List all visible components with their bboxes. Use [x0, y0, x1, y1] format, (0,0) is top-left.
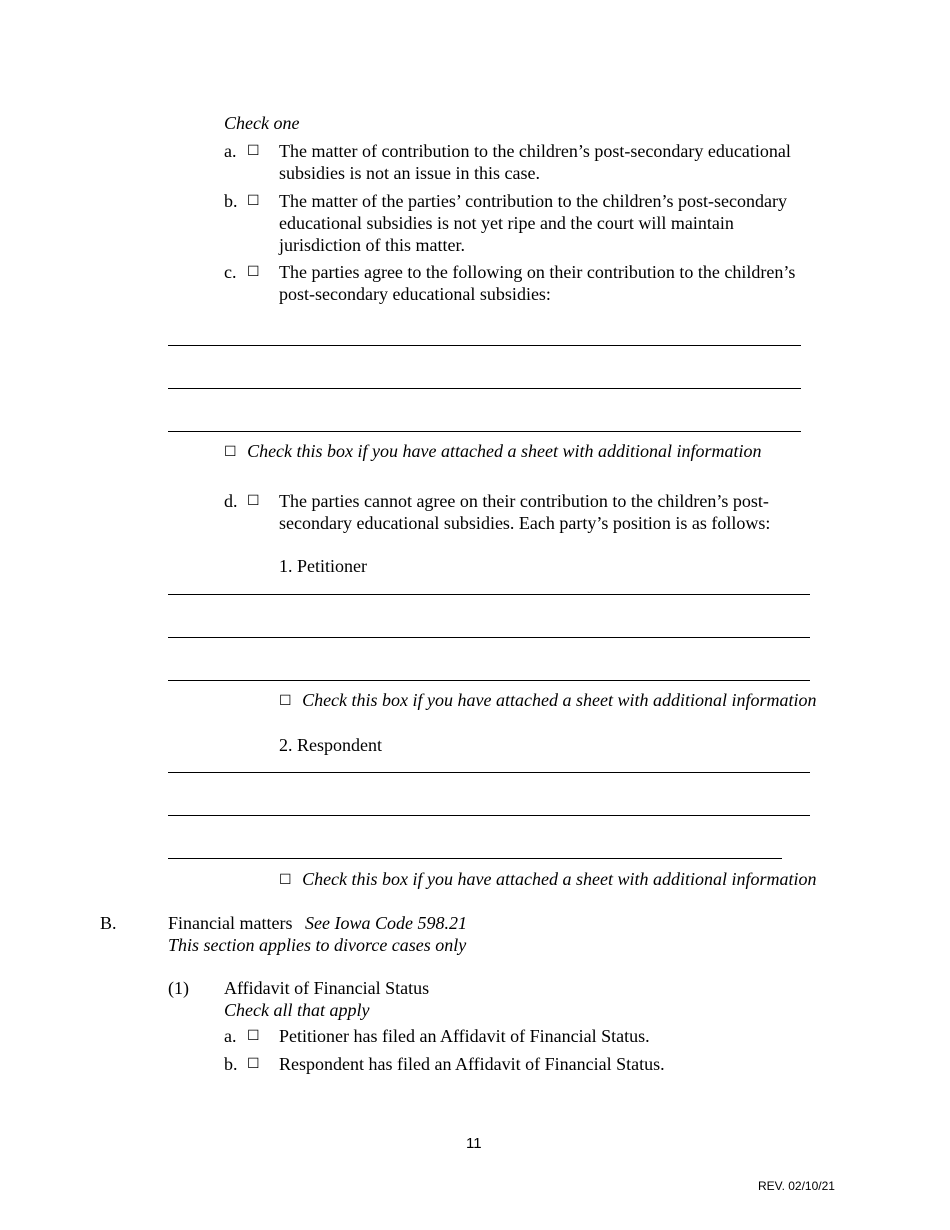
petitioner-label: 1. Petitioner	[279, 556, 367, 576]
option-d-text-line-1: The parties cannot agree on their contribution to the children’s post-	[279, 491, 769, 511]
option-b-text-line-2: educational subsidies is not yet ripe and the court will maintain	[279, 213, 734, 233]
subsection-1-instruction: Check all that apply	[224, 1000, 370, 1020]
option-b-letter: b.	[224, 191, 238, 211]
petitioner-blank-line-1[interactable]	[168, 594, 810, 595]
option-c-blank-line-2[interactable]	[168, 388, 801, 389]
respondent-blank-line-3[interactable]	[168, 858, 782, 859]
respondent-attach-row	[279, 868, 817, 891]
affidavit-a-text: Petitioner has filed an Affidavit of Financial Status.	[279, 1026, 650, 1046]
respondent-label: 2. Respondent	[279, 735, 382, 755]
respondent-attach-text: Check this box if you have attached a sheet with additional information	[302, 869, 817, 889]
option-c-text-line-1: The parties agree to the following on their contribution to the children’s	[279, 262, 796, 282]
option-b-checkbox[interactable]: ☐	[247, 193, 260, 209]
option-c-blank-line-1[interactable]	[168, 345, 801, 346]
section-b-letter: B.	[100, 913, 117, 933]
petitioner-attach-row	[279, 689, 817, 712]
revision-date: REV. 02/10/21	[758, 1179, 835, 1193]
option-b-text-line-1: The matter of the parties’ contribution to the children’s post-secondary	[279, 191, 788, 211]
option-a-checkbox[interactable]: ☐	[247, 143, 260, 159]
option-c-blank-line-3[interactable]	[168, 431, 801, 432]
subsection-1-number: (1)	[168, 978, 189, 998]
petitioner-blank-line-3[interactable]	[168, 680, 810, 681]
option-a-text-line-2: subsidies is not an issue in this case.	[279, 163, 540, 183]
section-b-note: This section applies to divorce cases only	[168, 935, 467, 955]
option-b-text-line-3: jurisdiction of this matter.	[279, 235, 465, 255]
section-b-title: Financial matters	[168, 913, 293, 933]
option-c-attach-text: Check this box if you have attached a sheet with additional information	[247, 441, 762, 461]
option-c-letter: c.	[224, 262, 237, 282]
option-c-checkbox[interactable]: ☐	[247, 264, 260, 280]
subsection-1-title: Affidavit of Financial Status	[224, 978, 430, 998]
respondent-blank-line-2[interactable]	[168, 815, 810, 816]
affidavit-b-text: Respondent has filed an Affidavit of Financial Status.	[279, 1054, 665, 1074]
petitioner-attach-text: Check this box if you have attached a sheet with additional information	[302, 690, 817, 710]
option-a-text-line-1: The matter of contribution to the children’s post-secondary educational	[279, 141, 791, 161]
affidavit-b-checkbox[interactable]: ☐	[247, 1056, 260, 1072]
option-a-letter: a.	[224, 141, 237, 161]
check-one-instruction: Check one	[224, 113, 300, 133]
affidavit-b-letter: b.	[224, 1054, 238, 1074]
section-b-code-reference: See Iowa Code 598.21	[304, 913, 467, 933]
respondent-attach-checkbox[interactable]: ☐	[279, 872, 292, 888]
affidavit-a-letter: a.	[224, 1026, 237, 1046]
petitioner-attach-checkbox[interactable]: ☐	[279, 693, 292, 709]
option-c-text-line-2: post-secondary educational subsidies:	[279, 284, 551, 304]
page-number: 11	[466, 1135, 482, 1152]
affidavit-a-checkbox[interactable]: ☐	[247, 1028, 260, 1044]
respondent-blank-line-1[interactable]	[168, 772, 810, 773]
option-d-text-line-2: secondary educational subsidies. Each party’s position is as follows:	[279, 513, 771, 533]
petitioner-blank-line-2[interactable]	[168, 637, 810, 638]
option-d-letter: d.	[224, 491, 238, 511]
option-d-checkbox[interactable]: ☐	[247, 493, 260, 509]
option-c-attach-row	[224, 440, 762, 463]
option-c-attach-checkbox[interactable]: ☐	[224, 444, 237, 460]
section-b-heading	[168, 912, 467, 934]
